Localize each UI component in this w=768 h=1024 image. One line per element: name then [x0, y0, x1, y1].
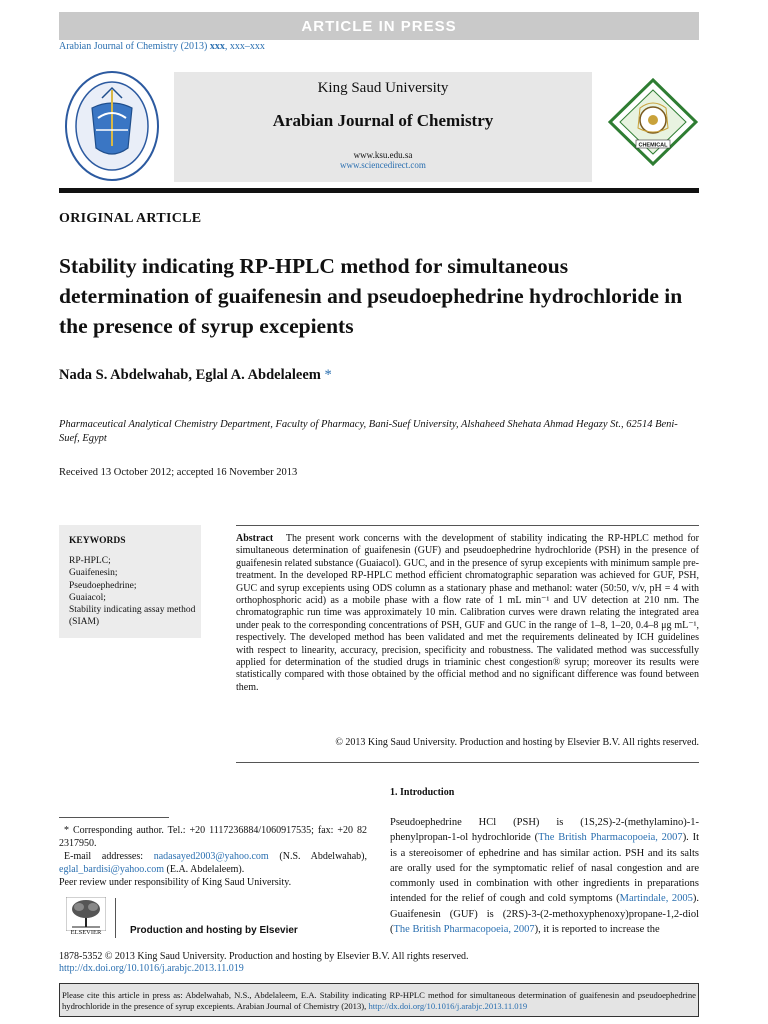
doi-link[interactable]: http://dx.doi.org/10.1016/j.arabjc.2013.11.019 [59, 963, 244, 974]
intro-paragraph: Pseudoephedrine HCl (PSH) is (1S,2S)-2-(methylamino)-1-phenylpropan-1-ol hydrochloride (The British Pharmacopoeia, 2007). It is a stereoisomer of ephedrine and has similar action. PSH and its salts are orally used for the symptomatic relief of nasal congestion and are commonly used in combination with other ingredients in preparations intended for the relief of cough and cold symptoms (Martindale, 2005). Guaifenesin (GUF) is (2RS)-3-(2-methoxyphenoxy)propane-1,2-diol (The British Pharmacopoeia, 2007), it is reported to increase the [390, 817, 699, 936]
emblem-chemical-label: CHEMICAL [638, 142, 668, 149]
keyword-item: Guaiacol; [69, 592, 106, 603]
article-type: ORIGINAL ARTICLE [59, 211, 202, 226]
university-url[interactable]: www.ksu.edu.sa [353, 150, 413, 160]
citation-text: Please cite this article in press as: Abdelwahab, N.S., Abdelaleem, E.A. Stability indicating RP-HPLC method for simultaneous determination of guaifenesin and pseudoephedrine hydrochloride in the presence of syrup excepients. Arabian Journal of Chemistry (2013), http://dx.doi.org/10.1016/j.arabjc.2013.11.019 [62, 990, 696, 1011]
email-link-2[interactable]: eglal_bardisi@yahoo.com [59, 864, 165, 875]
university-name: King Saud University [317, 80, 449, 96]
banner-text: ARTICLE IN PRESS [301, 17, 457, 35]
article-title: Stability indicating RP-HPLC method for simultaneous determination of guaifenesin and pseudoephedrine hydrochloride in the presence of syrup excepients [59, 254, 683, 338]
corresponding-author-note: * Corresponding author. Tel.: +20 1117236884/1060917535; fax: +20 82 2317950. [59, 825, 367, 849]
citation-doi-link[interactable]: http://dx.doi.org/10.1016/j.arabjc.2013.11.019 [368, 1001, 528, 1011]
journal-name: Arabian Journal of Chemistry [272, 111, 494, 130]
elsevier-hosting-text: Production and hosting by Elsevier [130, 925, 298, 936]
king-saud-university-seal-icon [62, 68, 162, 184]
email-addresses: E-mail addresses: nadasayed2003@yahoo.com (N.S. Abdelwahab), eglal_bardisi@yahoo.com (E.A. Abdelaleem). [59, 851, 367, 875]
intro-heading: 1. Introduction [390, 787, 455, 798]
reference-link[interactable]: Martindale, 2005 [619, 893, 693, 905]
saudi-chemical-society-emblem-icon [608, 78, 698, 166]
abstract [236, 533, 699, 694]
footnote [59, 824, 367, 889]
abstract-label: Abstract [236, 533, 274, 544]
affiliation: Pharmaceutical Analytical Chemistry Department, Faculty of Pharmacy, Bani-Suef University, Alshaheed Shehata Ahmad Hegazy St., 62514 Beni-Suef, Egypt [59, 419, 678, 444]
authors [59, 367, 332, 384]
received-dates: Received 13 October 2012; accepted 16 November 2013 [59, 467, 298, 478]
author-names: Nada S. Abdelwahab, Eglal A. Abdelaleem [59, 367, 321, 383]
keyword-item: RP-HPLC; [69, 556, 111, 566]
footnote-rule [59, 817, 169, 818]
corresponding-author-mark[interactable]: * [324, 367, 332, 383]
abstract-text: The present work concerns with the development of stability indicating the RP-HPLC method for simultaneous determination of guaifenesin (GUF) and pseudoephedrine hydrochloride (PSH) in the presence of guaifenesin related substance (Guaiacol). GUC, and in the presence of syrup excepients with minimum sample pre-treatment. In the developed RP-HPLC method efficient chromatographic separation was achieved for GUF, PSH, GUC and syrup excepients using ODS column as a stationary phase and methanol: water (50:50, v/v, pH = 4 with orthophosphoric acid) as a mobile phase with a flow rate of 1 mL min⁻¹ and UV detection at 210 nm. The chromatographic run time was approximately 10 min. Calibration curves were drawn relating the integrated area under peak to the corresponding concentrations of PSH, GUF and GUC in the range of 1–8, 1–20, 0.4–8 μg mL⁻¹, respectively. The developed method has been validated and met the requirements delineated by ICH guidelines with respect to linearity, accuracy, precision, specificity and robustness. The validated method was successfully applied for determination of the studied drugs in triaminic chest congestion® syrup; moreover its results were statistically compared with those obtained by the official method and no significant difference was found between them. [236, 533, 699, 693]
elsevier-divider [115, 898, 116, 938]
reference-link[interactable]: The British Pharmacopoeia, 2007 [393, 924, 535, 936]
elsevier-label: ELSEVIER [70, 929, 102, 936]
keyword-item: Stability indicating assay method (SIAM) [69, 605, 196, 628]
elsevier-tree-icon [66, 897, 106, 931]
keywords-list [69, 555, 199, 629]
article-in-press-banner [59, 12, 699, 40]
reference-link[interactable]: The British Pharmacopoeia, 2007 [538, 832, 683, 844]
header-divider [59, 188, 699, 193]
keyword-item: Guaifenesin; [69, 568, 118, 579]
abstract-top-rule [236, 525, 699, 526]
keywords-title: KEYWORDS [69, 536, 126, 546]
journal-citation-line: Arabian Journal of Chemistry (2013) xxx, xxx–xxx [59, 41, 265, 52]
keyword-item: Pseudoephedrine; [69, 580, 137, 591]
issn-line: 1878-5352 © 2013 King Saud University. Production and hosting by Elsevier B.V. All rights reserved. [59, 951, 469, 962]
abstract-bottom-rule [236, 762, 699, 763]
email-link-1[interactable]: nadasayed2003@yahoo.com [153, 851, 269, 862]
sciencedirect-url[interactable]: www.sciencedirect.com [340, 160, 426, 170]
peer-review-note: Peer review under responsibility of King Saud University. [59, 877, 292, 888]
abstract-copyright: © 2013 King Saud University. Production and hosting by Elsevier B.V. All rights reserved. [335, 737, 699, 748]
